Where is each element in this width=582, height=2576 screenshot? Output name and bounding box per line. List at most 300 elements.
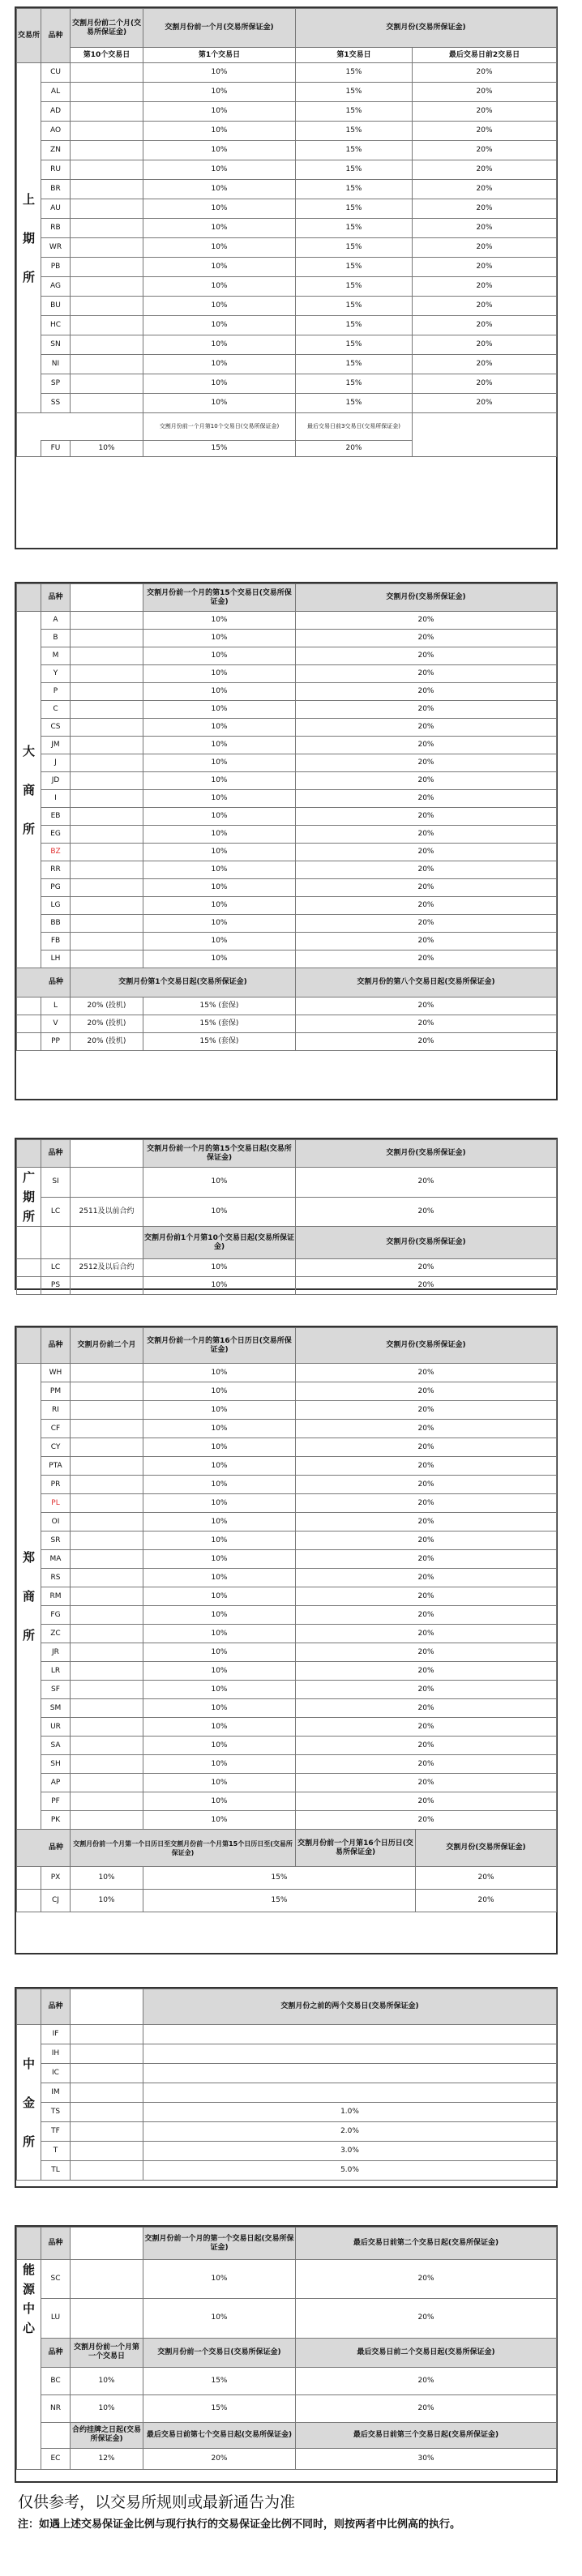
value-cell: 20% xyxy=(296,1476,557,1494)
variety-cell: L xyxy=(41,998,71,1015)
value-cell: 10% xyxy=(143,141,296,160)
value-cell: 20% xyxy=(296,826,557,844)
value-cell: 10% xyxy=(143,790,296,808)
dce-section xyxy=(15,582,558,1100)
variety-cell: RM xyxy=(41,1587,71,1606)
value-cell: 10% xyxy=(143,1755,296,1774)
value-cell: 15% xyxy=(143,441,296,457)
variety-cell: SS xyxy=(41,394,71,413)
table-row xyxy=(17,102,557,122)
blank-cell xyxy=(71,683,143,701)
exchange-name: 上 期 所 xyxy=(17,63,41,413)
value-cell: 20% xyxy=(296,683,557,701)
variety-cell: V xyxy=(41,1015,71,1033)
blank-cell xyxy=(71,1662,143,1681)
value-cell: 20% xyxy=(296,1718,557,1737)
value-cell: 10% xyxy=(143,1457,296,1476)
value-cell: 20% xyxy=(296,1277,557,1295)
variety-cell: PL xyxy=(41,1494,71,1513)
table-row xyxy=(17,141,557,160)
value-cell: 10% xyxy=(143,1643,296,1662)
value-cell: 15% xyxy=(296,258,413,277)
blank-cell xyxy=(71,1587,143,1606)
blank-cell xyxy=(71,737,143,754)
variety-cell: AD xyxy=(41,102,71,122)
col-header: 交割月份之前的两个交易日(交易所保证金) xyxy=(143,1989,557,2025)
col-delivery-header: 交割月份(交易所保证金) xyxy=(296,9,557,48)
value-cell: 20% xyxy=(296,998,557,1015)
value-cell: 10% xyxy=(143,1737,296,1755)
value-cell: 20% xyxy=(413,316,557,335)
value-cell: 20% xyxy=(413,83,557,102)
value-cell: 20% xyxy=(296,630,557,647)
czce-section xyxy=(15,1326,558,1954)
blank-cell xyxy=(71,826,143,844)
table-row xyxy=(17,83,557,102)
table-row xyxy=(17,1681,557,1699)
table-row xyxy=(17,1494,557,1513)
variety-cell: AO xyxy=(41,122,71,141)
col-h2-header: 交割月份的第八个交易日起(交易所保证金) xyxy=(296,968,557,998)
value-cell: 20% xyxy=(413,394,557,413)
blank-cell xyxy=(71,374,143,394)
variety-cell: FU xyxy=(41,441,71,457)
variety-cell: PG xyxy=(41,879,71,897)
value-cell xyxy=(143,2083,557,2103)
sub-header: 第10个交易日 xyxy=(71,48,143,63)
table-row xyxy=(17,1364,557,1382)
value-cell: 20% xyxy=(413,160,557,180)
value-cell: 15% xyxy=(296,219,413,238)
blank-cell xyxy=(71,951,143,968)
variety-cell: A xyxy=(41,612,71,630)
blank-cell xyxy=(71,1494,143,1513)
value-cell: 10% xyxy=(143,2260,296,2299)
value-cell: 10% xyxy=(143,1382,296,1401)
blank-cell xyxy=(71,630,143,647)
table-row xyxy=(17,1015,557,1033)
value-cell: 10% xyxy=(143,1197,296,1227)
table-row xyxy=(17,355,557,374)
table-row xyxy=(17,277,557,297)
value-cell: 30% xyxy=(296,2448,557,2469)
value-cell: 10% xyxy=(143,719,296,737)
variety-cell: PB xyxy=(41,258,71,277)
value-cell: 15% xyxy=(296,394,413,413)
value-cell: 20% xyxy=(296,1401,557,1420)
value-cell: 15% xyxy=(296,122,413,141)
variety-cell: PX xyxy=(41,1867,71,1890)
value-cell: 20% xyxy=(413,63,557,83)
table-row xyxy=(17,647,557,665)
variety-cell: MA xyxy=(41,1550,71,1569)
variety-cell: NI xyxy=(41,355,71,374)
table-row xyxy=(17,2448,557,2469)
value-cell: 20% xyxy=(296,1755,557,1774)
value-cell: 15% xyxy=(296,102,413,122)
variety-cell: RU xyxy=(41,160,71,180)
value-cell: 10% xyxy=(143,897,296,915)
value-cell: 10% xyxy=(71,1867,143,1890)
value-cell: 10% xyxy=(71,1890,143,1912)
value-cell: 20% xyxy=(296,612,557,630)
variety-cell: AU xyxy=(41,199,71,219)
variety-cell: SA xyxy=(41,1737,71,1755)
value-cell: 10% xyxy=(143,199,296,219)
value-cell: 10% xyxy=(143,754,296,772)
col-pre1m-header: 交割月份前1个月第10个交易日起(交易所保证金) xyxy=(143,1227,296,1259)
table-row xyxy=(17,683,557,701)
variety-cell: J xyxy=(41,754,71,772)
contract-cell: 2512及以后合约 xyxy=(71,1259,143,1277)
contract-cell xyxy=(71,1277,143,1295)
value-cell: 20% xyxy=(296,1033,557,1051)
table-row xyxy=(17,238,557,258)
value-cell: 20% xyxy=(296,719,557,737)
value-cell: 10% xyxy=(143,63,296,83)
value-cell: 20% xyxy=(296,1737,557,1755)
variety-cell: ZN xyxy=(41,141,71,160)
blank-cell xyxy=(71,1737,143,1755)
variety-cell: SR xyxy=(41,1532,71,1550)
value-cell xyxy=(143,2044,557,2064)
blank-cell xyxy=(71,122,143,141)
variety-cell: B xyxy=(41,630,71,647)
ine-table xyxy=(16,2227,557,2470)
value-cell: 20% xyxy=(296,1457,557,1476)
col-h2-header: 交割月份前一个月第一个交易日 xyxy=(71,2338,143,2367)
variety-cell: M xyxy=(41,647,71,665)
col-h2-header: 最后交易日前二个交易日起(交易所保证金) xyxy=(296,2338,557,2367)
blank-cell xyxy=(71,647,143,665)
blank-cell xyxy=(17,998,41,1015)
table-row xyxy=(17,2044,557,2064)
variety-header: 品种 xyxy=(41,2338,71,2367)
contract-cell xyxy=(71,1168,143,1198)
value-cell: 10% xyxy=(143,861,296,879)
value-cell: 20% xyxy=(413,355,557,374)
value-cell: 10% xyxy=(143,277,296,297)
value-cell: 10% xyxy=(143,219,296,238)
value-cell: 10% xyxy=(143,951,296,968)
table-row xyxy=(17,1033,557,1051)
value-cell xyxy=(143,2025,557,2044)
variety-cell: RB xyxy=(41,219,71,238)
variety-cell: BC xyxy=(41,2367,71,2394)
blank-cell xyxy=(71,2044,143,2064)
variety-cell: EB xyxy=(41,808,71,826)
table-row xyxy=(17,160,557,180)
value-cell: 10% xyxy=(143,772,296,790)
sub-header: 第1个交易日 xyxy=(143,48,296,63)
value-cell: 20% xyxy=(296,790,557,808)
blank-cell xyxy=(71,355,143,374)
variety-cell: AG xyxy=(41,277,71,297)
table-row xyxy=(17,2367,557,2394)
fu-header: 最后交易日前3交易日(交易所保证金) xyxy=(296,413,413,441)
col-h3-header: 最后交易日前第三个交易日起(交易所保证金) xyxy=(296,2422,557,2448)
value-cell: 20% xyxy=(416,1867,557,1890)
table-row xyxy=(17,1811,557,1830)
value-cell: 20% xyxy=(296,1643,557,1662)
table-row xyxy=(17,1755,557,1774)
sub-header: 第1交易日 xyxy=(296,48,413,63)
value-cell: 20% xyxy=(296,1774,557,1792)
value-cell: 12% xyxy=(71,2448,143,2469)
blank-cell xyxy=(71,915,143,933)
table-row xyxy=(17,1168,557,1198)
value-cell: 10% xyxy=(143,1699,296,1718)
value-cell: 20% xyxy=(296,1513,557,1532)
variety-cell: TS xyxy=(41,2103,71,2122)
value-cell: 10% xyxy=(143,258,296,277)
table-row xyxy=(17,258,557,277)
variety-cell: PK xyxy=(41,1811,71,1830)
value-cell: 10% xyxy=(143,160,296,180)
value-cell: 10% xyxy=(143,374,296,394)
blank-cell xyxy=(17,1867,41,1890)
variety-cell: BB xyxy=(41,915,71,933)
blank-cell xyxy=(17,2394,41,2422)
table-row xyxy=(17,754,557,772)
fu-header: 交割月份前一个月第10个交易日(交易所保证金) xyxy=(143,413,296,441)
value-cell: 20% xyxy=(296,772,557,790)
variety-cell: SF xyxy=(41,1681,71,1699)
value-cell: 15% xyxy=(296,316,413,335)
table-row xyxy=(17,1890,557,1912)
value-cell: 10% xyxy=(143,316,296,335)
note-text: 注：如遇上述交易保证金比例与现行执行的交易保证金比例不同时，则按两者中比例高的执行。 xyxy=(18,2518,461,2531)
value-cell: 20% xyxy=(296,1625,557,1643)
value-cell: 15% xyxy=(296,83,413,102)
value-cell: 20% xyxy=(296,808,557,826)
blank-cell xyxy=(71,1699,143,1718)
table-row xyxy=(17,1476,557,1494)
value-cell: 10% xyxy=(143,1438,296,1457)
blank-cell xyxy=(71,879,143,897)
blank-cell xyxy=(71,1438,143,1457)
value-cell: 10% xyxy=(143,808,296,826)
value-cell: 10% xyxy=(143,844,296,861)
value-cell: 20% xyxy=(296,2394,557,2422)
blank-cell xyxy=(71,1550,143,1569)
col-delivery-header: 交割月份(交易所保证金) xyxy=(296,1227,557,1259)
value-cell: 15% xyxy=(143,1867,416,1890)
value-cell: 20% xyxy=(296,844,557,861)
blank-cell xyxy=(71,160,143,180)
col-delivery-header: 交割月份(交易所保证金) xyxy=(296,584,557,612)
value-cell: 15% xyxy=(296,355,413,374)
variety-cell: SI xyxy=(41,1168,71,1198)
blank-cell xyxy=(71,2025,143,2044)
table-row xyxy=(17,1774,557,1792)
value-cell: 10% xyxy=(143,701,296,719)
table-row xyxy=(17,1457,557,1476)
value-cell: 20% xyxy=(413,102,557,122)
variety-cell: PTA xyxy=(41,1457,71,1476)
variety-cell: JD xyxy=(41,772,71,790)
value-cell: 15% (套保) xyxy=(143,1033,296,1051)
value-cell: 10% xyxy=(143,355,296,374)
blank-cell xyxy=(17,1033,41,1051)
value-cell: 10% xyxy=(143,1606,296,1625)
value-cell: 10% xyxy=(71,2367,143,2394)
value-cell: 20% xyxy=(413,141,557,160)
table-row xyxy=(17,915,557,933)
table-row xyxy=(17,933,557,951)
shfe-section xyxy=(15,6,558,549)
value-cell: 20% xyxy=(296,861,557,879)
value-cell: 20% xyxy=(413,277,557,297)
value-cell: 15% (套保) xyxy=(143,1015,296,1033)
value-cell: 2.0% xyxy=(143,2122,557,2142)
exchange-name: 能 源 中 心 xyxy=(17,2260,41,2339)
value-cell: 20% xyxy=(296,1382,557,1401)
table-row xyxy=(17,630,557,647)
value-cell: 20% xyxy=(413,335,557,355)
value-cell: 20% xyxy=(296,647,557,665)
value-cell: 10% xyxy=(143,1625,296,1643)
variety-cell: LH xyxy=(41,951,71,968)
blank-cell xyxy=(71,1569,143,1587)
variety-cell: BR xyxy=(41,180,71,199)
exchange-header xyxy=(17,584,41,612)
contract-cell: 2511及以前合约 xyxy=(71,1197,143,1227)
variety-cell: LC xyxy=(41,1259,71,1277)
disclaimer-text: 仅供参考，以交易所规则或最新通告为准 xyxy=(18,2493,296,2511)
col-pre1m-header: 交割月份前一个月的第一个交易日起(交易所保证金) xyxy=(143,2228,296,2260)
value-cell: 10% xyxy=(143,630,296,647)
value-cell: 10% xyxy=(143,238,296,258)
table-row xyxy=(17,772,557,790)
table-row xyxy=(17,998,557,1015)
value-cell: 15% xyxy=(296,277,413,297)
value-cell: 20% xyxy=(413,374,557,394)
value-cell: 20% xyxy=(296,1569,557,1587)
blank-cell xyxy=(71,2103,143,2122)
cffex-table xyxy=(16,1989,557,2181)
table-row xyxy=(17,612,557,630)
variety-cell: UR xyxy=(41,1718,71,1737)
variety-cell: C xyxy=(41,701,71,719)
cffex-section xyxy=(15,1987,558,2188)
value-cell: 20% xyxy=(413,180,557,199)
blank-cell xyxy=(71,1532,143,1550)
value-cell: 10% xyxy=(143,1494,296,1513)
blank-cell xyxy=(71,1606,143,1625)
variety-cell: PS xyxy=(41,1277,71,1295)
table-row xyxy=(17,1867,557,1890)
table-row xyxy=(17,297,557,316)
value-cell: 10% xyxy=(143,2299,296,2338)
variety-cell: P xyxy=(41,683,71,701)
value-cell: 10% xyxy=(143,83,296,102)
value-cell: 15% xyxy=(296,199,413,219)
blank-cell xyxy=(71,277,143,297)
col-pre1m-header: 交割月份前一个月(交易所保证金) xyxy=(143,9,296,48)
blank-cell xyxy=(17,1015,41,1033)
table-row xyxy=(17,1699,557,1718)
variety-cell: TL xyxy=(41,2161,71,2181)
value-cell: 10% xyxy=(71,2394,143,2422)
col-h2-header: 交割月份(交易所保证金) xyxy=(416,1830,557,1867)
value-cell: 20% xyxy=(413,199,557,219)
value-cell: 10% xyxy=(143,1569,296,1587)
blank-cell xyxy=(71,219,143,238)
value-cell: 20% xyxy=(296,1197,557,1227)
variety-cell: T xyxy=(41,2142,71,2161)
col-delivery-header: 交割月份(交易所保证金) xyxy=(296,1328,557,1364)
table-row xyxy=(17,1662,557,1681)
variety-cell: RR xyxy=(41,861,71,879)
value-cell: 10% xyxy=(143,394,296,413)
gfex-table xyxy=(16,1139,557,1295)
value-cell: 10% xyxy=(143,1792,296,1811)
blank-cell xyxy=(71,933,143,951)
variety-cell: RS xyxy=(41,1569,71,1587)
variety-cell: AP xyxy=(41,1774,71,1792)
ine-section xyxy=(15,2225,558,2483)
value-cell: 3.0% xyxy=(143,2142,557,2161)
table-row xyxy=(17,394,557,413)
table-row xyxy=(17,122,557,141)
table-row xyxy=(17,2394,557,2422)
table-row xyxy=(17,2064,557,2083)
value-cell: 10% xyxy=(143,335,296,355)
exchange-header xyxy=(17,1140,41,1168)
blank-cell xyxy=(71,1718,143,1737)
table-row xyxy=(17,2299,557,2338)
variety-cell: BZ xyxy=(41,844,71,861)
variety-cell: FB xyxy=(41,933,71,951)
table-row xyxy=(17,1420,557,1438)
blank-cell xyxy=(71,1401,143,1420)
variety-cell: SN xyxy=(41,335,71,355)
blank-cell xyxy=(71,1625,143,1643)
exchange-name: 郑 商 所 xyxy=(17,1364,41,1830)
value-cell: 20% xyxy=(416,1890,557,1912)
table-row xyxy=(17,1718,557,1737)
variety-cell: JR xyxy=(41,1643,71,1662)
blank-cell xyxy=(17,1259,41,1277)
variety-cell: CU xyxy=(41,63,71,83)
value-cell: 10% xyxy=(143,122,296,141)
value-cell: 20% xyxy=(296,665,557,683)
col-pre1m-header: 交割月份前一个月的第16个日历日(交易所保证金) xyxy=(143,1328,296,1364)
table-row xyxy=(17,1643,557,1662)
variety-cell: JM xyxy=(41,737,71,754)
value-cell: 10% xyxy=(143,826,296,844)
value-cell: 20% xyxy=(413,238,557,258)
value-cell: 20% xyxy=(296,1681,557,1699)
table-row xyxy=(17,219,557,238)
table-row xyxy=(17,1569,557,1587)
value-cell: 10% xyxy=(143,1364,296,1382)
variety-cell: EC xyxy=(41,2448,71,2469)
table-row xyxy=(17,1606,557,1625)
value-cell: 15% xyxy=(296,63,413,83)
variety-cell: CF xyxy=(41,1420,71,1438)
table-row xyxy=(17,199,557,219)
col-pre1m-header: 交割月份前一个月的第15个交易日起(交易所保证金) xyxy=(143,1140,296,1168)
table-row xyxy=(17,1197,557,1227)
value-cell: 20% xyxy=(296,1811,557,1830)
exchange-name: 中 金 所 xyxy=(17,2025,41,2181)
gfex-section xyxy=(15,1138,558,1290)
variety-cell: CS xyxy=(41,719,71,737)
blank-cell xyxy=(71,1792,143,1811)
table-row xyxy=(17,1625,557,1643)
